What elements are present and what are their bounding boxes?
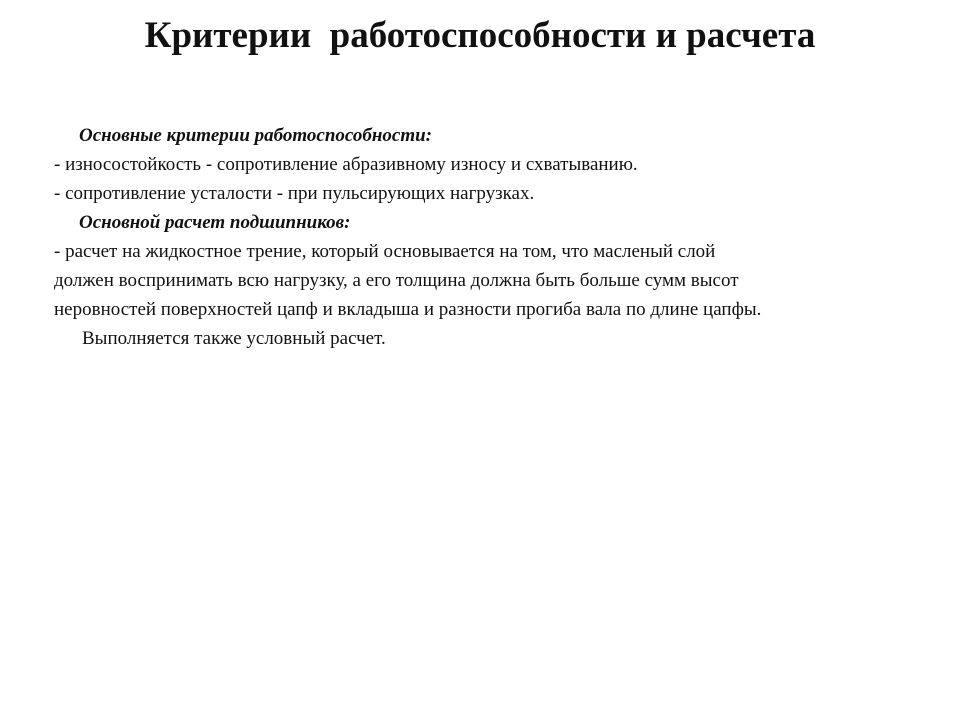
calculation-note: Выполняется также условный расчет. bbox=[82, 328, 386, 349]
criteria-item-fatigue: - сопротивление усталости - при пульсирующих нагрузках. bbox=[54, 183, 535, 204]
slide-body bbox=[54, 121, 954, 353]
slide-title: Критерии работоспособности и расчета bbox=[144, 15, 816, 56]
calculation-text-line-1: - расчет на жидкостное трение, который основывается на том, что масленый слой bbox=[54, 241, 716, 262]
calculation-text-line-3: неровностей поверхностей цапф и вкладыша и разности прогиба вала по длине цапфы. bbox=[54, 299, 762, 320]
criteria-heading: Основные критерии работоспособности: bbox=[79, 125, 433, 146]
calculation-heading: Основной расчет подшипников: bbox=[79, 212, 351, 233]
criteria-item-wear: - износостойкость - сопротивление абразивному износу и схватыванию. bbox=[54, 154, 638, 175]
calculation-text-line-2: должен воспринимать всю нагрузку, а его толщина должна быть больше сумм высот bbox=[54, 270, 739, 291]
